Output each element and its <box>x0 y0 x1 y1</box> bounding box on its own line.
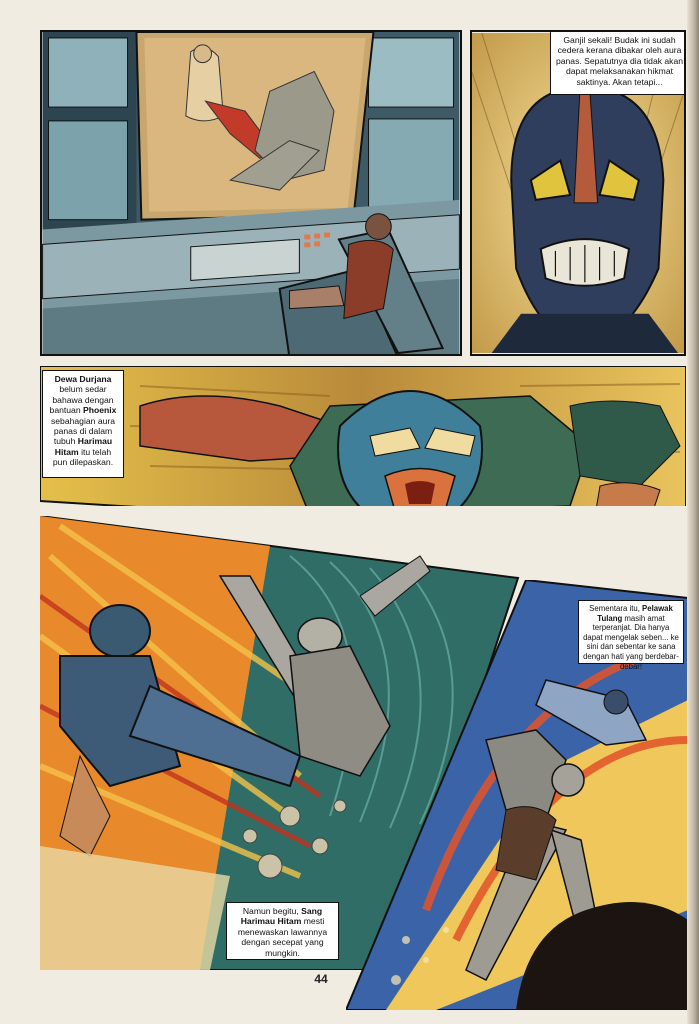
caption-narration-phoenix <box>42 370 124 478</box>
caption-villain-thought <box>550 32 686 95</box>
control-room-art <box>42 32 460 354</box>
caption-villain-thought-text: Ganjil sekali! Budak ini sudah cedera kerana dibakar oleh aura panas. Sepatutnya dia tidak akan dapat melaksanakan hikmat saktinya. Akan tetapi... <box>555 35 684 87</box>
caption-name-harimau-hitam: Harimau Hitam <box>54 436 113 457</box>
caption-name-dewa-durjana: Dewa Durjana <box>54 374 112 384</box>
panel-hero-punch <box>40 366 686 506</box>
caption-name-pelawak-tulang: Pelawak Tulang <box>597 604 673 623</box>
caption-narration-pelawak <box>578 600 684 671</box>
caption-narration-harimau <box>226 902 339 960</box>
caption-text-1: belum sedar bahawa dengan bantuan <box>49 384 114 416</box>
page-number: 44 <box>314 972 328 986</box>
caption-text-2: sebahagian aura panas di dalam tubuh <box>50 415 116 447</box>
panel-villain-closeup <box>470 30 686 356</box>
caption-text-5a: Sementara itu, <box>589 604 640 613</box>
caption-text-4b: mesti menewaskan lawannya dengan secepat yang mungkin. <box>237 916 328 958</box>
caption-name-phoenix: Phoenix <box>83 405 117 416</box>
caption-text-3: itu telah pun dilepaskan. <box>52 446 114 468</box>
caption-text-4a: Namun begitu, <box>242 906 299 916</box>
panel-pelawak-tulang <box>346 580 688 1010</box>
hero-punch-art <box>40 366 686 506</box>
panel-control-room <box>40 30 462 356</box>
caption-name-sang-harimau: Sang Harimau Hitam <box>240 906 323 927</box>
book-spine <box>687 0 699 1024</box>
caption-text-5b: masih amat terperanjat. Dia hanya dapat mengelak seben... ke sini dan sebentar ke sana dengan hati yang berdebar-debar! <box>583 613 679 671</box>
